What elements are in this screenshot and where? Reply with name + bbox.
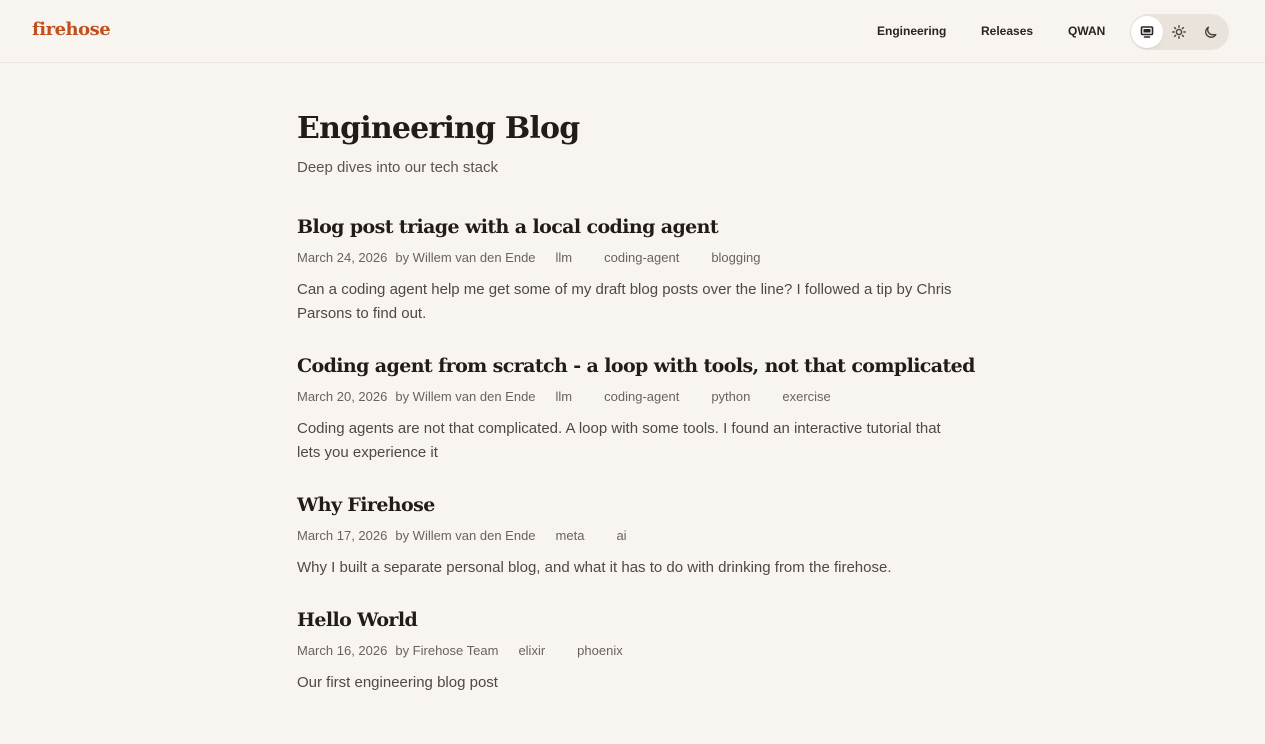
moon-icon bbox=[1204, 25, 1218, 39]
site-logo[interactable]: firehose bbox=[32, 19, 111, 40]
tag-link[interactable]: blogging bbox=[711, 250, 761, 265]
post-meta bbox=[297, 389, 863, 405]
tag-link[interactable]: phoenix bbox=[577, 643, 623, 658]
sun-icon bbox=[1172, 25, 1186, 39]
post-summary: Can a coding agent help me get some of my draft blog posts over the line? I followed a tip by Chris Parsons to find out. bbox=[297, 281, 952, 322]
post-title-link[interactable]: Why Firehose bbox=[297, 494, 435, 516]
post-author: by Willem van den Ende bbox=[395, 250, 536, 265]
system-icon bbox=[1140, 25, 1154, 39]
post-date: March 20, 2026 bbox=[297, 389, 388, 404]
post-date: March 24, 2026 bbox=[297, 250, 388, 265]
tag-link[interactable]: coding-agent bbox=[604, 250, 680, 265]
post-summary: Coding agents are not that complicated. A loop with some tools. I found an interactive tutorial that lets you experience it bbox=[297, 420, 941, 461]
nav-link-releases[interactable]: Releases bbox=[981, 24, 1034, 38]
page-title: Engineering Blog bbox=[297, 111, 580, 146]
site-header bbox=[0, 0, 1265, 63]
theme-system-button[interactable] bbox=[1131, 16, 1163, 48]
tag-link[interactable]: exercise bbox=[782, 389, 831, 404]
post-date: March 17, 2026 bbox=[297, 528, 388, 543]
post-title-link[interactable]: Coding agent from scratch - a loop with tools, not that complicated bbox=[297, 355, 975, 377]
tag-link[interactable]: llm bbox=[555, 389, 573, 404]
theme-light-button[interactable] bbox=[1163, 16, 1195, 48]
post-summary: Our first engineering blog post bbox=[297, 674, 498, 691]
post-date: March 16, 2026 bbox=[297, 643, 388, 658]
post-meta bbox=[297, 643, 655, 659]
tag-link[interactable]: elixir bbox=[518, 643, 546, 658]
tag-link[interactable]: coding-agent bbox=[604, 389, 680, 404]
nav-link-qwan[interactable]: QWAN bbox=[1068, 24, 1106, 38]
tag-link[interactable]: python bbox=[711, 389, 751, 404]
post-summary: Why I built a separate personal blog, and what it has to do with drinking from the firehose. bbox=[297, 559, 892, 576]
post-meta bbox=[297, 528, 659, 544]
theme-dark-button[interactable] bbox=[1195, 16, 1227, 48]
nav-link-engineering[interactable]: Engineering bbox=[877, 24, 947, 38]
post-author: by Firehose Team bbox=[395, 643, 499, 658]
post-author: by Willem van den Ende bbox=[395, 528, 536, 543]
page-subtitle: Deep dives into our tech stack bbox=[297, 159, 498, 176]
tag-link[interactable]: meta bbox=[555, 528, 585, 543]
tag-link[interactable]: ai bbox=[616, 528, 627, 543]
theme-toggle bbox=[1130, 14, 1229, 50]
post-author: by Willem van den Ende bbox=[395, 389, 536, 404]
post-title-link[interactable]: Blog post triage with a local coding agent bbox=[297, 216, 719, 238]
post-meta bbox=[297, 250, 792, 266]
tag-link[interactable]: llm bbox=[555, 250, 573, 265]
post-title-link[interactable]: Hello World bbox=[297, 609, 418, 631]
